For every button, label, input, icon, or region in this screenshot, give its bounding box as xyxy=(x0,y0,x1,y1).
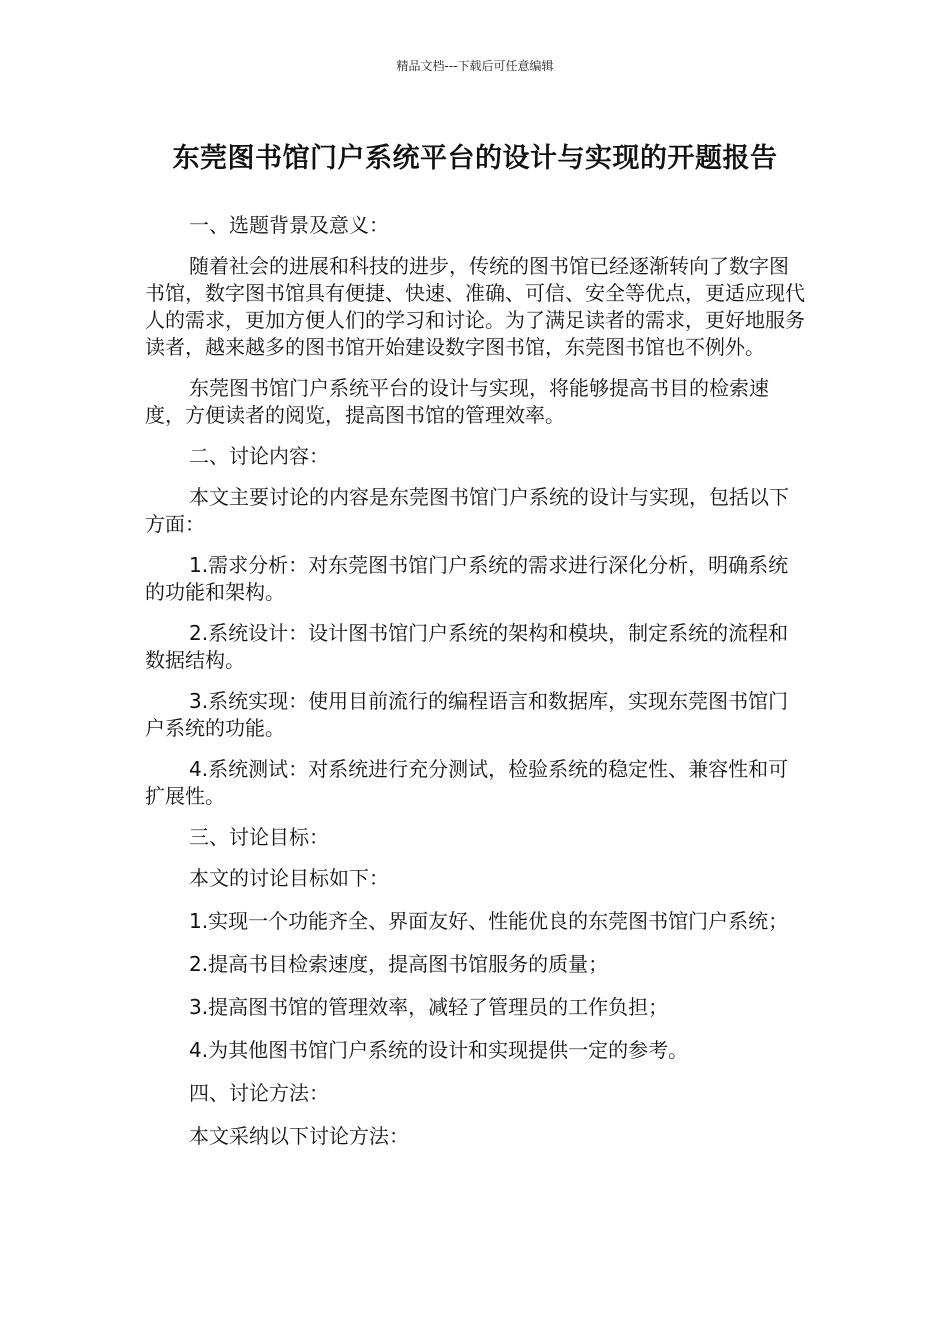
list-item-goal-2: 2.提高书目检索速度，提高图书馆服务的质量； xyxy=(189,952,609,976)
section-heading-content: 二、讨论内容： xyxy=(189,444,329,468)
list-item-goal-1: 1.实现一个功能齐全、界面友好、性能优良的东莞图书馆门户系统； xyxy=(189,909,789,933)
list-item-design: 2.系统设计：设计图书馆门户系统的架构和模块，制定系统的流程和数据结构。 xyxy=(145,621,789,672)
section-heading-goals: 三、讨论目标： xyxy=(189,825,329,849)
section-heading-background: 一、选题背景及意义： xyxy=(189,213,389,237)
list-item-requirements: 1.需求分析：对东莞图书馆门户系统的需求进行深化分析，明确系统的功能和架构。 xyxy=(145,553,789,604)
paragraph-purpose: 东莞图书馆门户系统平台的设计与实现，将能够提高书目的检索速度，方便读者的阅览，提高图书馆的管理效率。 xyxy=(145,376,769,427)
header-note: 精品文档---下载后可任意编辑 xyxy=(396,59,554,73)
list-item-implementation: 3.系统实现：使用目前流行的编程语言和数据库，实现东莞图书馆门户系统的功能。 xyxy=(145,689,789,740)
document-title: 东莞图书馆门户系统平台的设计与实现的开题报告 xyxy=(172,143,778,174)
paragraph-background: 随着社会的进展和科技的进步，传统的图书馆已经逐渐转向了数字图书馆，数字图书馆具有便捷、快速、准确、可信、安全等优点，更适应现代人的需求，更加方便人们的学习和讨论。为了满足读者的需求，更好地服务读者，越来越多的图书馆开始建设数字图书馆，东莞图书馆也不例外。 xyxy=(145,254,805,359)
paragraph-content-intro: 本文主要讨论的内容是东莞图书馆门户系统的设计与实现，包括以下方面： xyxy=(145,485,789,536)
paragraph-methods-intro: 本文采纳以下讨论方法： xyxy=(189,1124,409,1148)
list-item-goal-3: 3.提高图书馆的管理效率，减轻了管理员的工作负担； xyxy=(189,995,669,1019)
document-body xyxy=(145,212,805,1164)
paragraph-goals-intro: 本文的讨论目标如下： xyxy=(189,866,389,890)
list-item-testing: 4.系统测试：对系统进行充分测试，检验系统的稳定性、兼容性和可扩展性。 xyxy=(145,757,789,808)
list-item-goal-4: 4.为其他图书馆门户系统的设计和实现提供一定的参考。 xyxy=(189,1038,689,1062)
section-heading-methods: 四、讨论方法： xyxy=(189,1081,329,1105)
